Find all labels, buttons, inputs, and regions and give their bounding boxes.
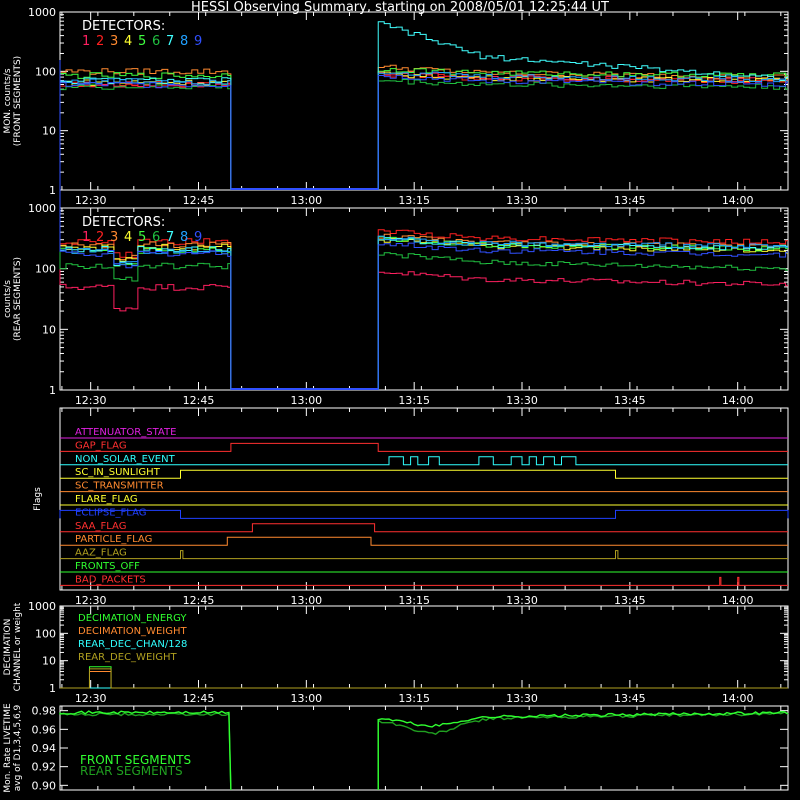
rear-xtick-label: 12:45 (182, 394, 215, 407)
front-series-4 (378, 72, 788, 190)
front-xtick-label: 13:45 (613, 194, 646, 207)
flag-line-particle_flag (60, 537, 788, 545)
decimation-legend-item: DECIMATION_WEIGHT (78, 626, 187, 637)
rear-legend-item: 7 (166, 230, 175, 245)
flag-line-aaz_flag (60, 551, 788, 559)
flag-label: NON_SOLAR_EVENT (75, 453, 175, 465)
livetime-series (60, 713, 231, 790)
decimation-xtick-label: 14:00 (721, 692, 754, 705)
rear-legend-item: 4 (124, 230, 133, 245)
front-series-2 (378, 72, 788, 190)
rear-ytick-label: 1000 (28, 202, 56, 215)
livetime-series (60, 711, 231, 790)
flag-line-saa_flag (60, 524, 788, 532)
front-series-1 (378, 72, 788, 190)
front-xtick-label: 12:30 (74, 194, 107, 207)
rear-series-4 (378, 238, 788, 390)
front-ytick-label: 1000 (28, 6, 56, 19)
front-xtick-label: 13:30 (506, 194, 538, 207)
flag-label: FLARE_FLAG (75, 494, 138, 505)
front-legend-item: 3 (110, 34, 119, 49)
chart-title: HESSI Observing Summary, starting on 2008/05/01 12:25:44 UT (191, 0, 609, 15)
front-xtick-label: 13:00 (290, 194, 323, 207)
flags-xtick-label: 13:30 (506, 594, 538, 607)
decimation-xtick-label: 13:30 (506, 692, 538, 705)
flag-label: PARTICLE_FLAG (75, 534, 153, 546)
rear-xtick-label: 13:45 (613, 394, 646, 407)
decimation-ylabel: CHANNEL or weight (13, 602, 23, 692)
flag-line-sc_in_sunlight (60, 470, 788, 478)
livetime-ytick-label: 0.92 (31, 760, 56, 774)
decimation-series (60, 669, 788, 688)
rear-xtick-label: 13:30 (506, 394, 538, 407)
rear-legend-item: 1 (82, 230, 91, 245)
livetime-ylabel: Mon. Rate LIVETIME (3, 703, 13, 793)
flag-label: AAZ_FLAG (75, 547, 127, 559)
flags-xtick-label: 13:45 (613, 594, 646, 607)
flag-label: SC_IN_SUNLIGHT (75, 467, 160, 479)
rear-ylabel: counts/s (3, 280, 13, 318)
front-legend-item: 1 (82, 34, 91, 49)
front-series-5 (378, 69, 788, 190)
decimation-legend-item: REAR_DEC_CHAN/128 (78, 639, 188, 650)
rear-xtick-label: 12:30 (74, 394, 107, 407)
flag-label: ATTENUATOR_STATE (75, 427, 177, 438)
front-ytick-label: 10 (42, 124, 56, 138)
flag-label: GAP_FLAG (75, 440, 127, 452)
front-series-8 (378, 72, 788, 190)
decimation-xtick-label: 13:45 (613, 692, 646, 705)
front-legend-item: 9 (194, 34, 203, 49)
flag-label: BAD_PACKETS (75, 574, 146, 586)
livetime-ytick-label: 0.90 (31, 779, 56, 793)
livetime-legend-item: REAR SEGMENTS (80, 764, 183, 778)
decimation-ytick-label: 1 (49, 682, 56, 695)
rear-series-6 (378, 253, 788, 390)
flags-ylabel: Flags (33, 487, 43, 511)
flags-xtick-label: 12:45 (182, 594, 215, 607)
rear-series-8 (378, 236, 788, 390)
flag-line-eclipse_flag (60, 510, 788, 518)
decimation-ytick-label: 10 (42, 654, 56, 668)
flags-xtick-label: 12:30 (74, 594, 107, 607)
decimation-ytick-label: 1000 (28, 600, 56, 613)
rear-series-1 (378, 272, 788, 390)
rear-series-7 (378, 238, 788, 390)
decimation-ylabel: DECIMATION (3, 618, 13, 676)
decimation-xtick-label: 12:45 (182, 692, 215, 705)
front-xtick-label: 13:15 (398, 194, 431, 207)
livetime-ytick-label: 0.98 (31, 704, 56, 718)
flag-label: FRONTS_OFF (75, 561, 140, 572)
rear-series-5 (378, 237, 788, 390)
flags-xtick-label: 13:15 (398, 594, 431, 607)
decimation-xtick-label: 12:30 (74, 692, 107, 705)
rear-xtick-label: 13:15 (398, 394, 431, 407)
rear-ytick-label: 100 (35, 262, 56, 276)
rear-legend-item: 3 (110, 230, 119, 245)
flag-label: ECLIPSE_FLAG (75, 507, 147, 519)
decimation-series (60, 667, 788, 688)
livetime-ylabel: avg of D1,3,4,5,6,9 (13, 704, 23, 792)
flag-line-bad_packets (60, 577, 788, 585)
front-ytick-label: 100 (35, 65, 56, 79)
flags-xtick-label: 13:00 (290, 594, 323, 607)
decimation-legend-item: REAR_DEC_WEIGHT (78, 652, 177, 663)
rear-ylabel: (REAR SEGMENTS) (13, 256, 23, 342)
front-series-3 (378, 65, 788, 190)
rear-xtick-label: 13:00 (290, 394, 323, 407)
rear-ytick-label: 10 (42, 323, 56, 337)
front-legend-item: 4 (124, 34, 133, 49)
rear-legend-item: 8 (180, 230, 189, 245)
front-ytick-label: 1 (49, 184, 56, 197)
livetime-legend-item: FRONT SEGMENTS (80, 753, 192, 767)
front-legend-item: 5 (138, 34, 147, 49)
front-legend-item: 2 (96, 34, 105, 49)
rear-legend-item: 5 (138, 230, 147, 245)
flag-line-gap_flag (60, 443, 788, 451)
livetime-series (378, 712, 788, 790)
livetime-ytick-label: 0.96 (31, 723, 56, 737)
flags-xtick-label: 14:00 (721, 594, 754, 607)
front-series-6 (378, 80, 788, 191)
flag-label: SC_TRANSMITTER (75, 480, 164, 492)
front-legend-item: 8 (180, 34, 189, 49)
rear-legend-item: 2 (96, 230, 105, 245)
livetime-ytick-label: 0.94 (31, 742, 56, 755)
decimation-series (60, 672, 788, 688)
rear-xtick-label: 14:00 (721, 394, 754, 407)
decimation-xtick-label: 13:15 (398, 692, 431, 705)
front-legend-item: 6 (152, 34, 161, 49)
rear-legend-item: 6 (152, 230, 161, 245)
front-xtick-label: 14:00 (721, 194, 754, 207)
front-series-7 (378, 22, 788, 190)
decimation-xtick-label: 13:00 (290, 692, 323, 705)
livetime-series (378, 712, 788, 790)
front-legend-title: DETECTORS: (82, 19, 166, 34)
rear-legend-item: 9 (194, 230, 203, 245)
front-ylabel: MON. counts/s (3, 68, 13, 134)
decimation-ytick-label: 100 (35, 627, 56, 641)
rear-legend-title: DETECTORS: (82, 215, 166, 230)
front-ylabel: (FRONT SEGMENTS) (13, 55, 23, 147)
front-legend-item: 7 (166, 34, 175, 49)
front-series-9 (378, 75, 788, 190)
flag-label: SAA_FLAG (75, 520, 127, 532)
front-xtick-label: 12:45 (182, 194, 215, 207)
rear-ytick-label: 1 (49, 384, 56, 397)
decimation-legend-item: DECIMATION_ENERGY (78, 613, 187, 624)
